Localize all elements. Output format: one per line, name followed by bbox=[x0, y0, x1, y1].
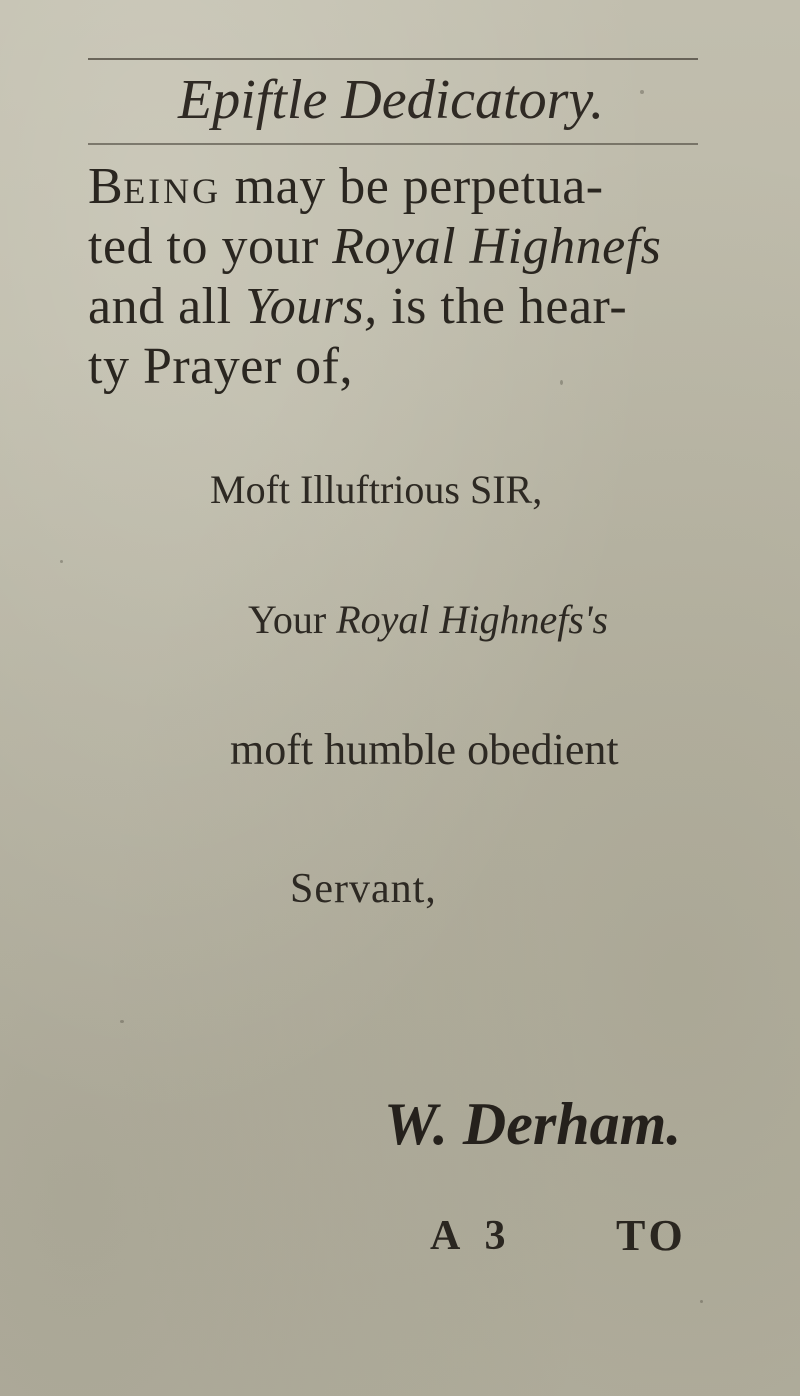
closing-text: Your bbox=[248, 597, 337, 642]
top-rule bbox=[88, 58, 698, 60]
body-line-2 bbox=[88, 215, 661, 279]
paper-speck bbox=[60, 560, 63, 563]
body-line-3 bbox=[88, 275, 627, 339]
signature-mark: A 3 bbox=[430, 1213, 514, 1259]
body-line-1 bbox=[88, 155, 604, 223]
paper-speck bbox=[700, 1300, 703, 1303]
small-caps-word: EING bbox=[123, 171, 222, 211]
catchword: TO bbox=[616, 1211, 687, 1260]
running-head: Epiftle Dedicatory. bbox=[178, 69, 605, 131]
closing-line-3: moft humble obedient bbox=[230, 725, 619, 774]
paper-speck bbox=[120, 1020, 124, 1023]
drop-initial: B bbox=[88, 158, 124, 215]
closing-line-2 bbox=[248, 592, 608, 648]
italic-text: Yours, bbox=[245, 278, 378, 335]
closing-line-4: Servant, bbox=[290, 866, 437, 912]
signature: W. Derham. bbox=[384, 1091, 682, 1157]
italic-text: Royal Highnefs's bbox=[336, 597, 609, 642]
body-text: is the hear- bbox=[377, 278, 628, 335]
paper-speck bbox=[640, 90, 644, 94]
body-text: and all bbox=[88, 278, 246, 335]
body-line-4: ty Prayer of, bbox=[88, 338, 353, 395]
body-text: ted to your bbox=[88, 218, 333, 275]
body-text: may be perpetua- bbox=[221, 158, 604, 215]
salutation: Moft Illuftrious SIR, bbox=[210, 467, 543, 512]
head-rule bbox=[88, 143, 698, 145]
italic-text: Royal Highnefs bbox=[332, 218, 662, 275]
paper-speck bbox=[560, 380, 563, 385]
